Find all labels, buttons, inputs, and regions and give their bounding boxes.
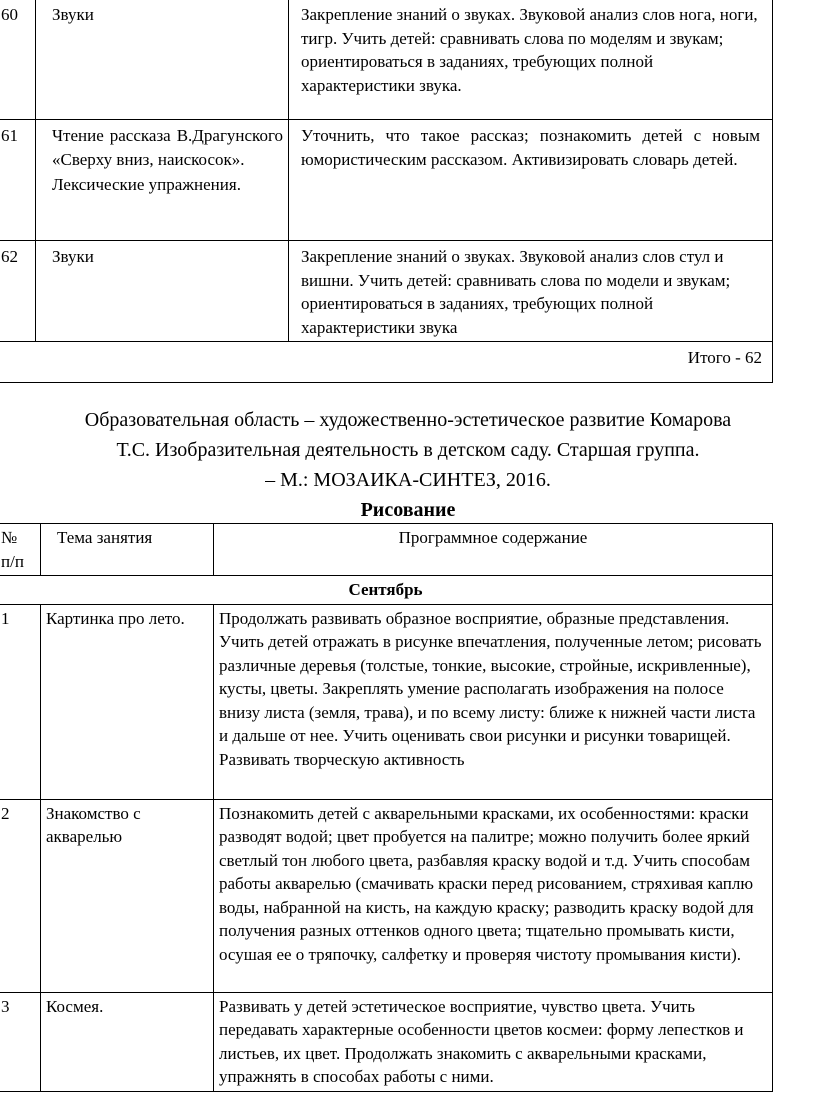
- lesson-content: Уточнить, что такое рассказ; познакомить детей с новым юмористическим рассказом. Активизировать словарь детей.: [289, 120, 773, 241]
- lesson-number: 60: [0, 0, 36, 120]
- lesson-content: Закрепление знаний о звуках. Звуковой анализ слов нога, ноги, тигр. Учить детей: сравнивать слова по моделям и звукам; ориентироваться в заданиях, требующих полной характеристики звука.: [289, 0, 773, 120]
- table-header-row: [0, 524, 773, 576]
- section-subtitle: Рисование: [360, 499, 456, 521]
- lesson-topic-cell: [36, 120, 289, 241]
- lesson-number: 62: [0, 241, 36, 342]
- lesson-content: Продолжать развивать образное восприятие, образные представления. Учить детей отражать в рисунке впечатления, полученные летом; рисовать различные деревья (толстые, тонкие, высокие, стройные, искривленные), кусты, цветы. Закреплять умение располагать изображения на полосе внизу листа (земля, трава), и по всему листу: ближе к нижней части листа и дальше от нее. Учить оценивать свои рисунки и рисунки товарищей. Развивать творческую активность: [214, 604, 773, 799]
- lesson-table-continued: [0, 0, 773, 383]
- drawing-lessons-table: [0, 523, 773, 1092]
- section-heading-line1: Образовательная область – художественно-эстетическое развитие Комарова: [84, 409, 732, 431]
- table-row: [0, 992, 773, 1091]
- lesson-topic: Космея.: [41, 992, 214, 1091]
- header-content: Программное содержание: [214, 524, 773, 576]
- lesson-content: Развивать у детей эстетическое восприятие, чувство цвета. Учить передавать характерные особенности цветов космеи: форму лепестков и листьев, их цвет. Продолжать знакомить с акварельными красками, упражнять в способах работы с ними.: [214, 992, 773, 1091]
- section-heading-line2: Т.С. Изобразительная деятельность в детском саду. Старшая группа.: [116, 439, 700, 461]
- lesson-content: Познакомить детей с акварельными красками, их особенностями: краски разводят водой; цвет пробуется на палитре; можно получить более яркий светлый тон любого цвета, разбавляя краску водой и т.д. Учить способам работы акварелью (смачивать краски перед рисованием, стряхивая каплю воды, набранной на кисть, на каждую краску; разводить краску водой для получения разных оттенков одного цвета; тщательно промывать кисти, осушая ее о тряпочку, салфетку и проверяя чистоту промывания кисти).: [214, 799, 773, 992]
- lesson-topic: Звуки: [36, 0, 289, 120]
- total-count: Итого - 62: [0, 342, 773, 383]
- table-row: [0, 799, 773, 992]
- lesson-topic-extra: Лексические упражнения.: [52, 175, 241, 194]
- month-row: [0, 576, 773, 605]
- lesson-content: Закрепление знаний о звуках. Звуковой анализ слов стул и вишни. Учить детей: сравнивать слова по модели и звукам; ориентироваться в заданиях, требующих полной характеристики звука: [289, 241, 773, 342]
- lesson-topic: Звуки: [36, 241, 289, 342]
- lesson-number: 3: [0, 992, 41, 1091]
- table-row: [0, 604, 773, 799]
- lesson-number: 1: [0, 604, 41, 799]
- lesson-topic: Картинка про лето.: [41, 604, 214, 799]
- header-num: № п/п: [0, 524, 41, 576]
- lesson-topic: Знакомство с акварелью: [41, 799, 214, 992]
- month-label: Сентябрь: [0, 576, 773, 605]
- lesson-number: 2: [0, 799, 41, 992]
- lesson-number: 61: [0, 120, 36, 241]
- table-total-row: [0, 342, 773, 383]
- header-topic: Тема занятия: [41, 524, 214, 576]
- table-row: [0, 0, 773, 120]
- section-heading-line3: – М.: МОЗАИКА-СИНТЕЗ, 2016.: [265, 469, 551, 491]
- lesson-topic: Чтение рассказа В.Драгунского «Сверху вниз, наискосок».: [52, 126, 283, 169]
- table-row: [0, 241, 773, 342]
- table-row: [0, 120, 773, 241]
